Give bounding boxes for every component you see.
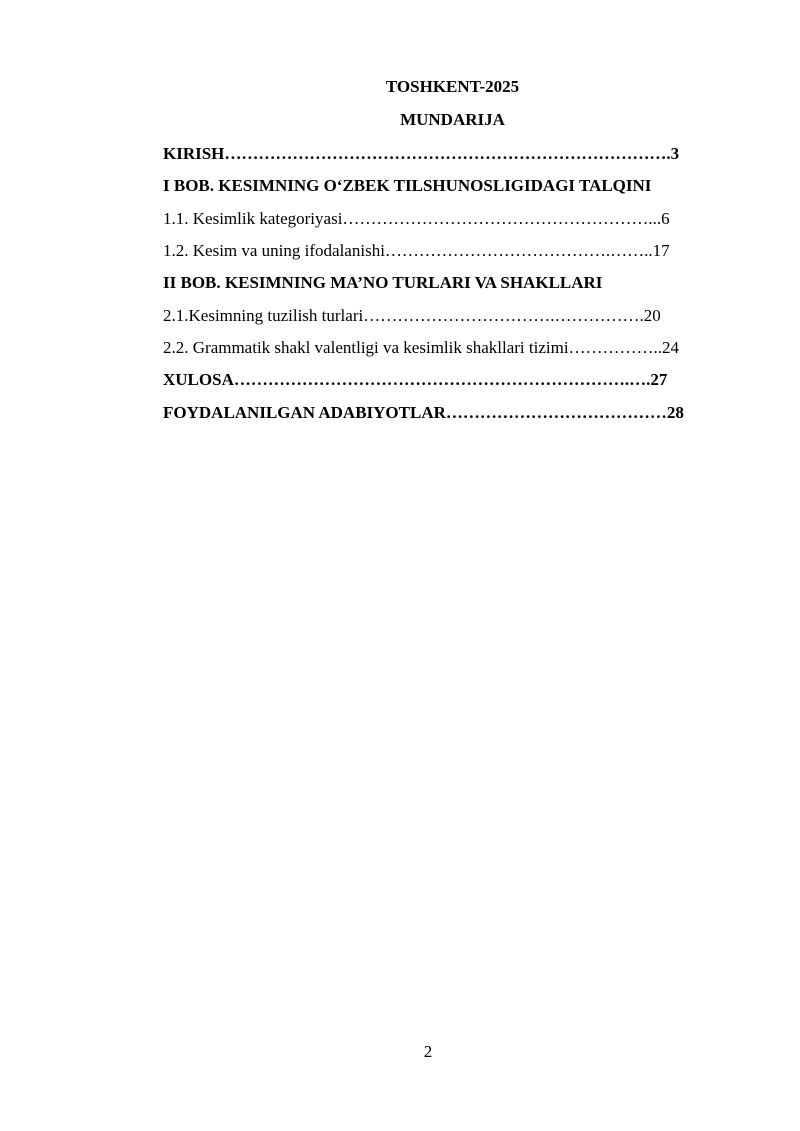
toc-entry-section-2-2: 2.2. Grammatik shakl valentligi va kesimlik shakllari tizimi……………..24 — [163, 338, 680, 357]
toc-entry-section-1-2: 1.2. Kesim va uning ifodalanishi………………………………….……..17 — [163, 241, 670, 260]
toc-entry-xulosa: XULOSA…………………………………………………………….….27 — [163, 370, 668, 389]
toc-entry-section-2-1: 2.1.Kesimning tuzilish turlari…………………………….…………….20 — [163, 306, 661, 325]
toc-entry-chapter-2: II BOB. KESIMNING MA’NO TURLARI VA SHAKLLARI — [163, 273, 603, 292]
contents-heading: MUNDARIJA — [400, 110, 505, 129]
page-number: 2 — [423, 1042, 433, 1061]
toc-entry-kirish: KIRISH…………………………………………………………………….3 — [163, 144, 680, 163]
toc-entry-references: FOYDALANILGAN ADABIYOTLAR…………………………………28 — [163, 403, 684, 422]
city-year-line: TOSHKENT-2025 — [385, 77, 520, 96]
toc-entry-section-1-1: 1.1. Kesimlik kategoriyasi………………………………………………...6 — [163, 209, 670, 228]
toc-entry-chapter-1: I BOB. KESIMNING O‘ZBEK TILSHUNOSLIGIDAGI TALQINI — [163, 176, 652, 195]
